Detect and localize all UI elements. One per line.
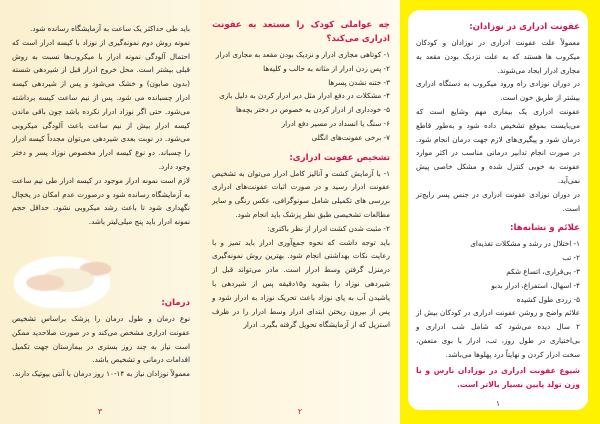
page-number-1: ۱	[495, 399, 501, 408]
symptoms-heading: علائم و نشانه‌ها:	[510, 223, 580, 234]
treatment-heading: درمان:	[161, 298, 190, 308]
left-para-1: باید طی حداکثر یک ساعت به آزمایشگاه رسانده شود.	[30, 24, 190, 33]
symptom-item: ۲- تب	[562, 253, 580, 263]
treatment-section	[12, 296, 190, 381]
diagnosis-para-3: باید توجه داشت که نحوه جمع‌آوری ادرار باید تمیز و با رعایت نکات بهداشتی انجام شود. بهترین روش نمونه‌گیری درمنزل گرفتن وسط ادرار است. مادر می‌تواند قبل از شیردهی نوزاد را بشوید و۱۵دقیقه پس از شیردهی با پاشیدن آب به پای نوزاد باعث تحریک نوزاد به ادرار شود و پس از بیرون ریختن ابتدای ادرار وسط ادرار را در ظرف استریل که از آزمایشگاه تحویل گرفته بگیرد. ادرار	[212, 237, 390, 330]
risk-factor-item: ۶- سنگ یا انسداد در مسیر دفع ادرار	[281, 118, 390, 128]
diagnosis-para-1: ۱- با آزمایش کشت و آنالیز کامل ادرار می‌توان به تشخیص عفونت ادرار رسید و در صورت اثبات عفونت‌های ادراری بررسی های تکمیلی شامل سونوگرافی، عکس رنگی و سایر مطالعات تشخیصی طبق نظر پزشک باید انجام شود.	[212, 168, 390, 219]
left-para-2: نمونه روش دوم نمونه‌گیری از نوزاد با کیسه ادرار است که احتمال آلودگی نمونه ادرار با میکروب‌ها نسبت به روش قبلی بیشتر است. محل خروج ادرار قبل از شیردهی شسته (بدون صابون) و خشک می‌شود و پس از شیردهی کیسه ادرار چسبانده می شود. پس از نیم ساعت کیسه برداشته می‌شود. حتی اگر نوزاد ادرار نکرده باشد چون باقی ماندن کیسه ادرار بیش از نیم ساعت باعث آلودگی میکروبی می‌شود. در نوبت بعدی شیردهی می‌توان مجدداً کیسه ادرار را چسباند. دو نوع کیسه ادرار مخصوص نوزاد پسر و دختر وجود دارد.	[12, 37, 190, 171]
risk-factor-item: ۳- ختنه نشدن پسرها	[328, 77, 390, 87]
page-number-2: ۲	[297, 407, 303, 416]
diagnosis-para-2: ۲- مثبت شدن کشت ادرار از نظر باکتری:	[267, 223, 390, 233]
panel-page-1	[400, 0, 600, 424]
page-number-3: ۳	[97, 407, 103, 416]
symptom-item: ۱- اختلال در رشد و مشکلات تغذیه‌ای	[470, 239, 580, 249]
diagnosis-heading: تشخیص عفونت ادراری:	[289, 152, 390, 163]
treatment-para-1: نوع درمان و طول درمان را پزشک براساس تشخیص عفونت ادراری مشخص می‌کند و در صورت صلاحدید ممکن است نیاز به چند روز بستری در بیمارستان جهت تکمیل اقدامات درمانی و تشخیص باشد.	[12, 314, 190, 365]
panel-page-3	[0, 0, 200, 424]
symptom-item: ۳- بی‌قراری، اتساع شکم	[506, 266, 580, 276]
risk-factor-item: ۴- مشکلات در دفع ادرار مثل دیر ادرار کردن به دلیل بازی	[219, 91, 390, 101]
risk-factor-item: ۵- خودداری از ادرار کردن به خصوص در دختر بچه‌ها	[235, 105, 390, 115]
left-para-3: لازم است نمونه ادرار موجود در کیسه ادرار طی نیم ساعت به آزمایشگاه رسانده شود و درصورت عدم امکان در یخچال نگهداری شود تا باعث رشد میکروبی نشود. حداقل حجم نمونه ادرار باید پنج میلی‌لیتر باشد.	[12, 175, 190, 227]
risk-factors-heading: چه عواملی کودک را مستعد به عفونت ادراری می‌کند؟	[212, 20, 390, 44]
right-para-1: معمولاً علت عفونت ادراری در نوزادان و کودکان میکروب ها هستند که به علت نزدیک بودن مقعد به مجاری ادرار ایجاد می‌شوند.	[416, 38, 580, 75]
right-para-4: در دوران نوزادی عفونت ادراری در جنس پسر رایج‌تر است.	[416, 189, 580, 213]
neonatal-uti-heading: عفونت ادراری در نوزادان:	[469, 22, 580, 32]
risk-factor-item: ۱- کوتاهی مجاری ادرار و نزدیک بودن مقعد به مجاری ادرار	[215, 50, 390, 59]
risk-factor-item: ۲- پس زدن ادرار از مثانه به حالب و کلیه‌ها	[263, 63, 390, 73]
right-para-5: علائم واضح و روشن عفونت ادراری در کودکان بیش از ۲ سال دیده می‌شود که شامل شب ادراری و بی‌اختیاری در طول روز، تب، ادرار با بوی متعفن، سخت ادرار کردن و نهایتاً درد پهلوها می‌باشد.	[416, 308, 580, 359]
panel-page-2	[200, 0, 400, 424]
risk-factors-list	[212, 48, 390, 145]
content-card	[408, 10, 588, 410]
risk-factor-item: ۷- برخی عفونت‌های انگلی	[311, 132, 390, 142]
prevalence-warning: شیوع عفونت ادراری در نوزادان نارس و با وزن تولد پایین بسیار بالاتر است.	[416, 365, 580, 389]
symptoms-list	[416, 237, 580, 306]
right-para-2: در دوران نوزادی راه ورود میکروب به دستگاه ادراری بیشتر از طریق خون است.	[416, 79, 580, 103]
left-text-block	[12, 22, 190, 229]
treatment-para-2: معمولاً نوزادان نیاز به ۱۴-۱۰ روز درمان با آنتی بیوتیک دارند.	[12, 369, 190, 379]
right-para-3: عفونت ادراری یک بیماری مهم وشایع است که می‌بایست بموقع تشخیص داده شود و به‌طور قاطع درمان شود و پیگیری‌های لازم جهت درمان انجام شود. در صورت انجام تدابیر درمانی مناسب در اکثر موارد عفونت به خوبی کنترل شده و مشکل خاصی پیش نمی‌آید.	[416, 106, 580, 185]
symptom-item: ۴- اسهال، استفراغ، ادرار بدبو	[491, 280, 580, 290]
symptom-item: ۵- زردی طول کشیده	[516, 294, 580, 304]
